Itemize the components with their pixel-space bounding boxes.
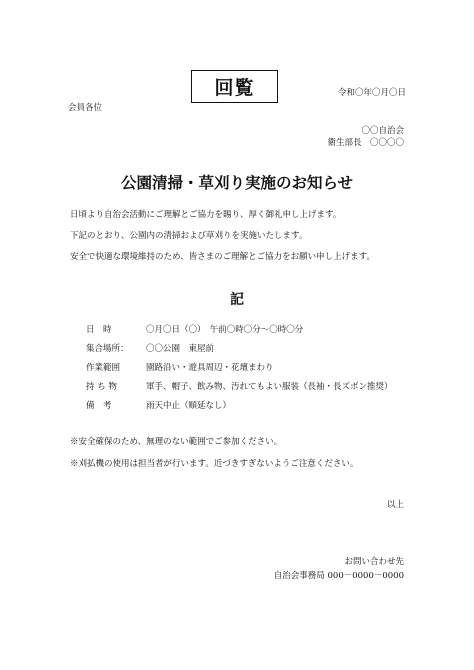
contact-label: お問い合わせ先	[344, 557, 404, 567]
stamp-text: 回覧	[214, 77, 255, 99]
detail-value: 軍手、帽子、飲み物、汚れてもよい服装（長袖・長ズボン推奨）	[146, 382, 393, 392]
sender-org: 〇〇自治会	[361, 126, 404, 136]
circulation-stamp	[191, 70, 278, 103]
paragraph-1: 日頃より自治会活動にご理解とご協力を賜り、厚く御礼申し上げます。	[70, 210, 342, 220]
closing-mark: 以上	[386, 500, 404, 510]
detail-value: 雨天中止（順延なし）	[146, 401, 232, 411]
detail-label: 集合場所：	[86, 344, 129, 354]
contact-line: 自治会事務局 000－0000－0000	[273, 571, 404, 581]
detail-value: 〇月〇日（〇） 午前〇時〇分～〇時〇分	[146, 325, 304, 335]
issue-date: 令和〇年〇月〇日	[337, 88, 406, 98]
page-title: 公園清掃・草刈り実施のお知らせ	[120, 174, 354, 192]
note-2: ※刈払機の使用は担当者が行います。近づきすぎないようご注意ください。	[70, 459, 359, 469]
sender-person: 衛生部長 〇〇〇〇	[327, 138, 404, 148]
detail-label: 日 時	[86, 325, 112, 335]
detail-value: 〇〇公園 東屋前	[146, 344, 215, 354]
paragraph-2: 下記のとおり、公園内の清掃および草刈りを実施いたします。	[70, 231, 308, 241]
detail-label: 作業範囲	[86, 363, 121, 373]
addressee: 会員各位	[68, 103, 103, 113]
paragraph-3: 安全で快適な環境維持のため、皆さまのご理解とご協力をお願い申し上げます。	[70, 252, 375, 262]
detail-label: 備 考	[86, 401, 112, 411]
note-1: ※安全確保のため、無理のない範囲でご参加ください。	[70, 437, 283, 447]
detail-label: 持 ち 物	[86, 382, 117, 392]
ki-heading: 記	[230, 292, 244, 308]
detail-value: 園路沿い・遊具周辺・花壇まわり	[146, 363, 274, 373]
